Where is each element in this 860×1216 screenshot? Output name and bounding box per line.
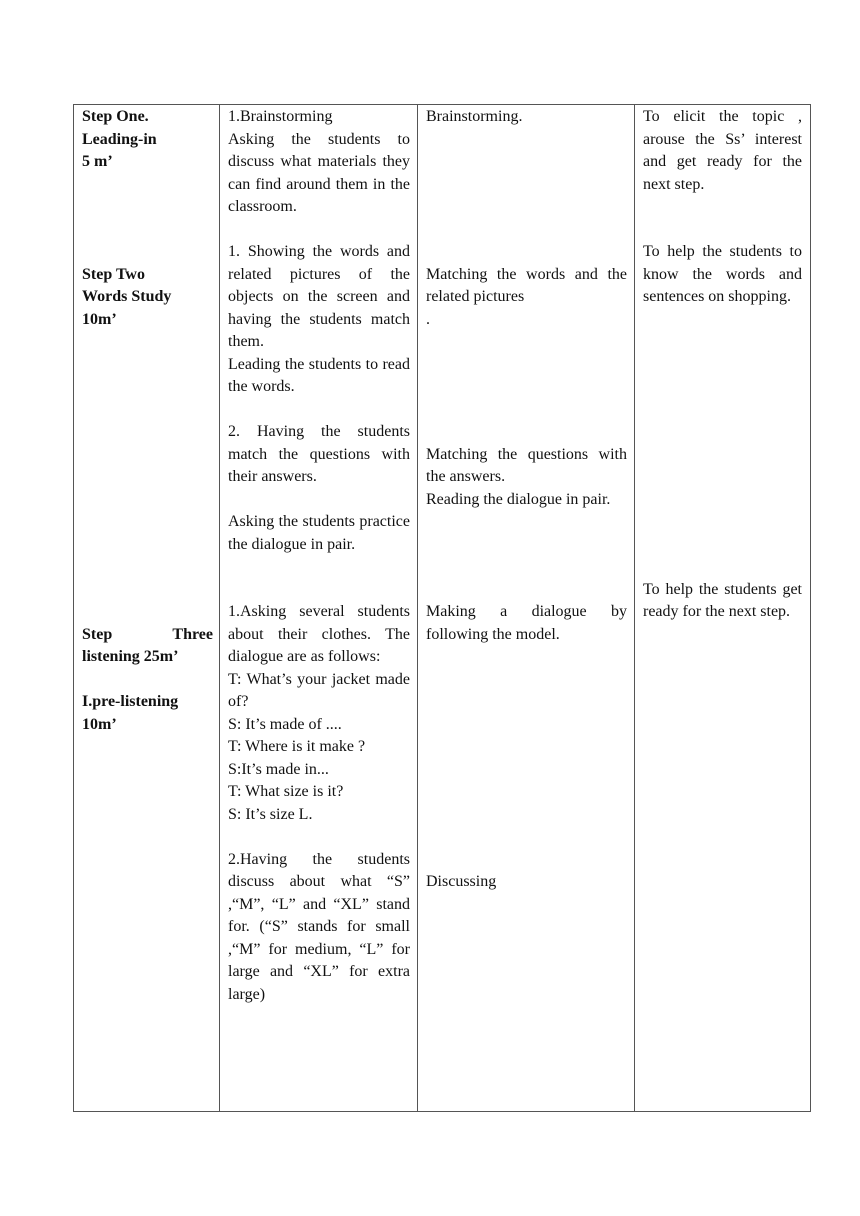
table-row [74,105,811,1112]
student-reading-dialogue: Reading the dialogue in pair. [426,490,611,508]
step-two-subtitle: Words Study [82,288,172,305]
step-three-title: Step Three [82,625,213,643]
purpose-step-one: To elicit the topic , arouse the Ss’ interest and get ready for the next step. [643,108,802,193]
pre-listening-task-2: 2.Having the students discuss about what “S” ,“M”, “L” and “XL” stand for. (“S” stands for small ,“M” for medium, “L” for large and “XL” for extra large) [228,850,410,1003]
dialogue-line: T: Where is it make ? [228,738,366,755]
steps-column [74,105,220,1112]
student-activity-column [418,105,635,1112]
purpose-column [635,105,811,1112]
step-three-time: 10m’ [82,715,117,733]
brainstorming-heading: 1.Brainstorming [228,108,333,125]
words-study-task-2: 2. Having the students match the questions with their answers. [228,423,410,485]
step-three-part: I.pre-listening [82,693,179,710]
dialogue-line: S:It’s made in... [228,760,329,778]
purpose-step-two: To help the students to know the words and sentences on shopping. [643,243,802,305]
dialogue-practice: Asking the students practice the dialogue in pair. [228,513,410,553]
words-study-reading: Leading the students to read the words. [228,355,410,395]
student-matching-words: Matching the words and the related pictures [426,265,627,305]
purpose-step-three: To help the students get ready for the next step. [643,580,802,620]
words-study-task-1: 1. Showing the words and related pictures of the objects on the screen and having the students match them. [228,243,410,350]
student-matching-dot: . [426,310,430,328]
student-making-dialogue: Making a dialogue by following the model. [426,603,627,643]
teacher-activity-column [220,105,418,1112]
student-matching-questions: Matching the questions with the answers. [426,445,627,485]
step-two-title: Step Two [82,265,145,283]
dialogue-line: S: It’s made of .... [228,715,342,733]
step-one-time: 5 m’ [82,153,113,170]
step-two-time: 10m’ [82,310,117,328]
dialogue-line: S: It’s size L. [228,805,313,823]
brainstorming-text: Asking the students to discuss what materials they can find around them in the classroom. [228,130,410,215]
step-one-title: Step One. [82,108,149,125]
dialogue-line: T: What’s your jacket made of? [228,670,410,710]
student-discussing: Discussing [426,873,497,890]
lesson-plan-table [73,104,811,1112]
student-brainstorming: Brainstorming. [426,108,523,125]
pre-listening-task-1: 1.Asking several students about their clothes. The dialogue are as follows: [228,603,410,665]
step-three-subtitle: listening 25m’ [82,648,179,665]
dialogue-line: T: What size is it? [228,783,344,800]
step-one-subtitle: Leading-in [82,130,157,148]
